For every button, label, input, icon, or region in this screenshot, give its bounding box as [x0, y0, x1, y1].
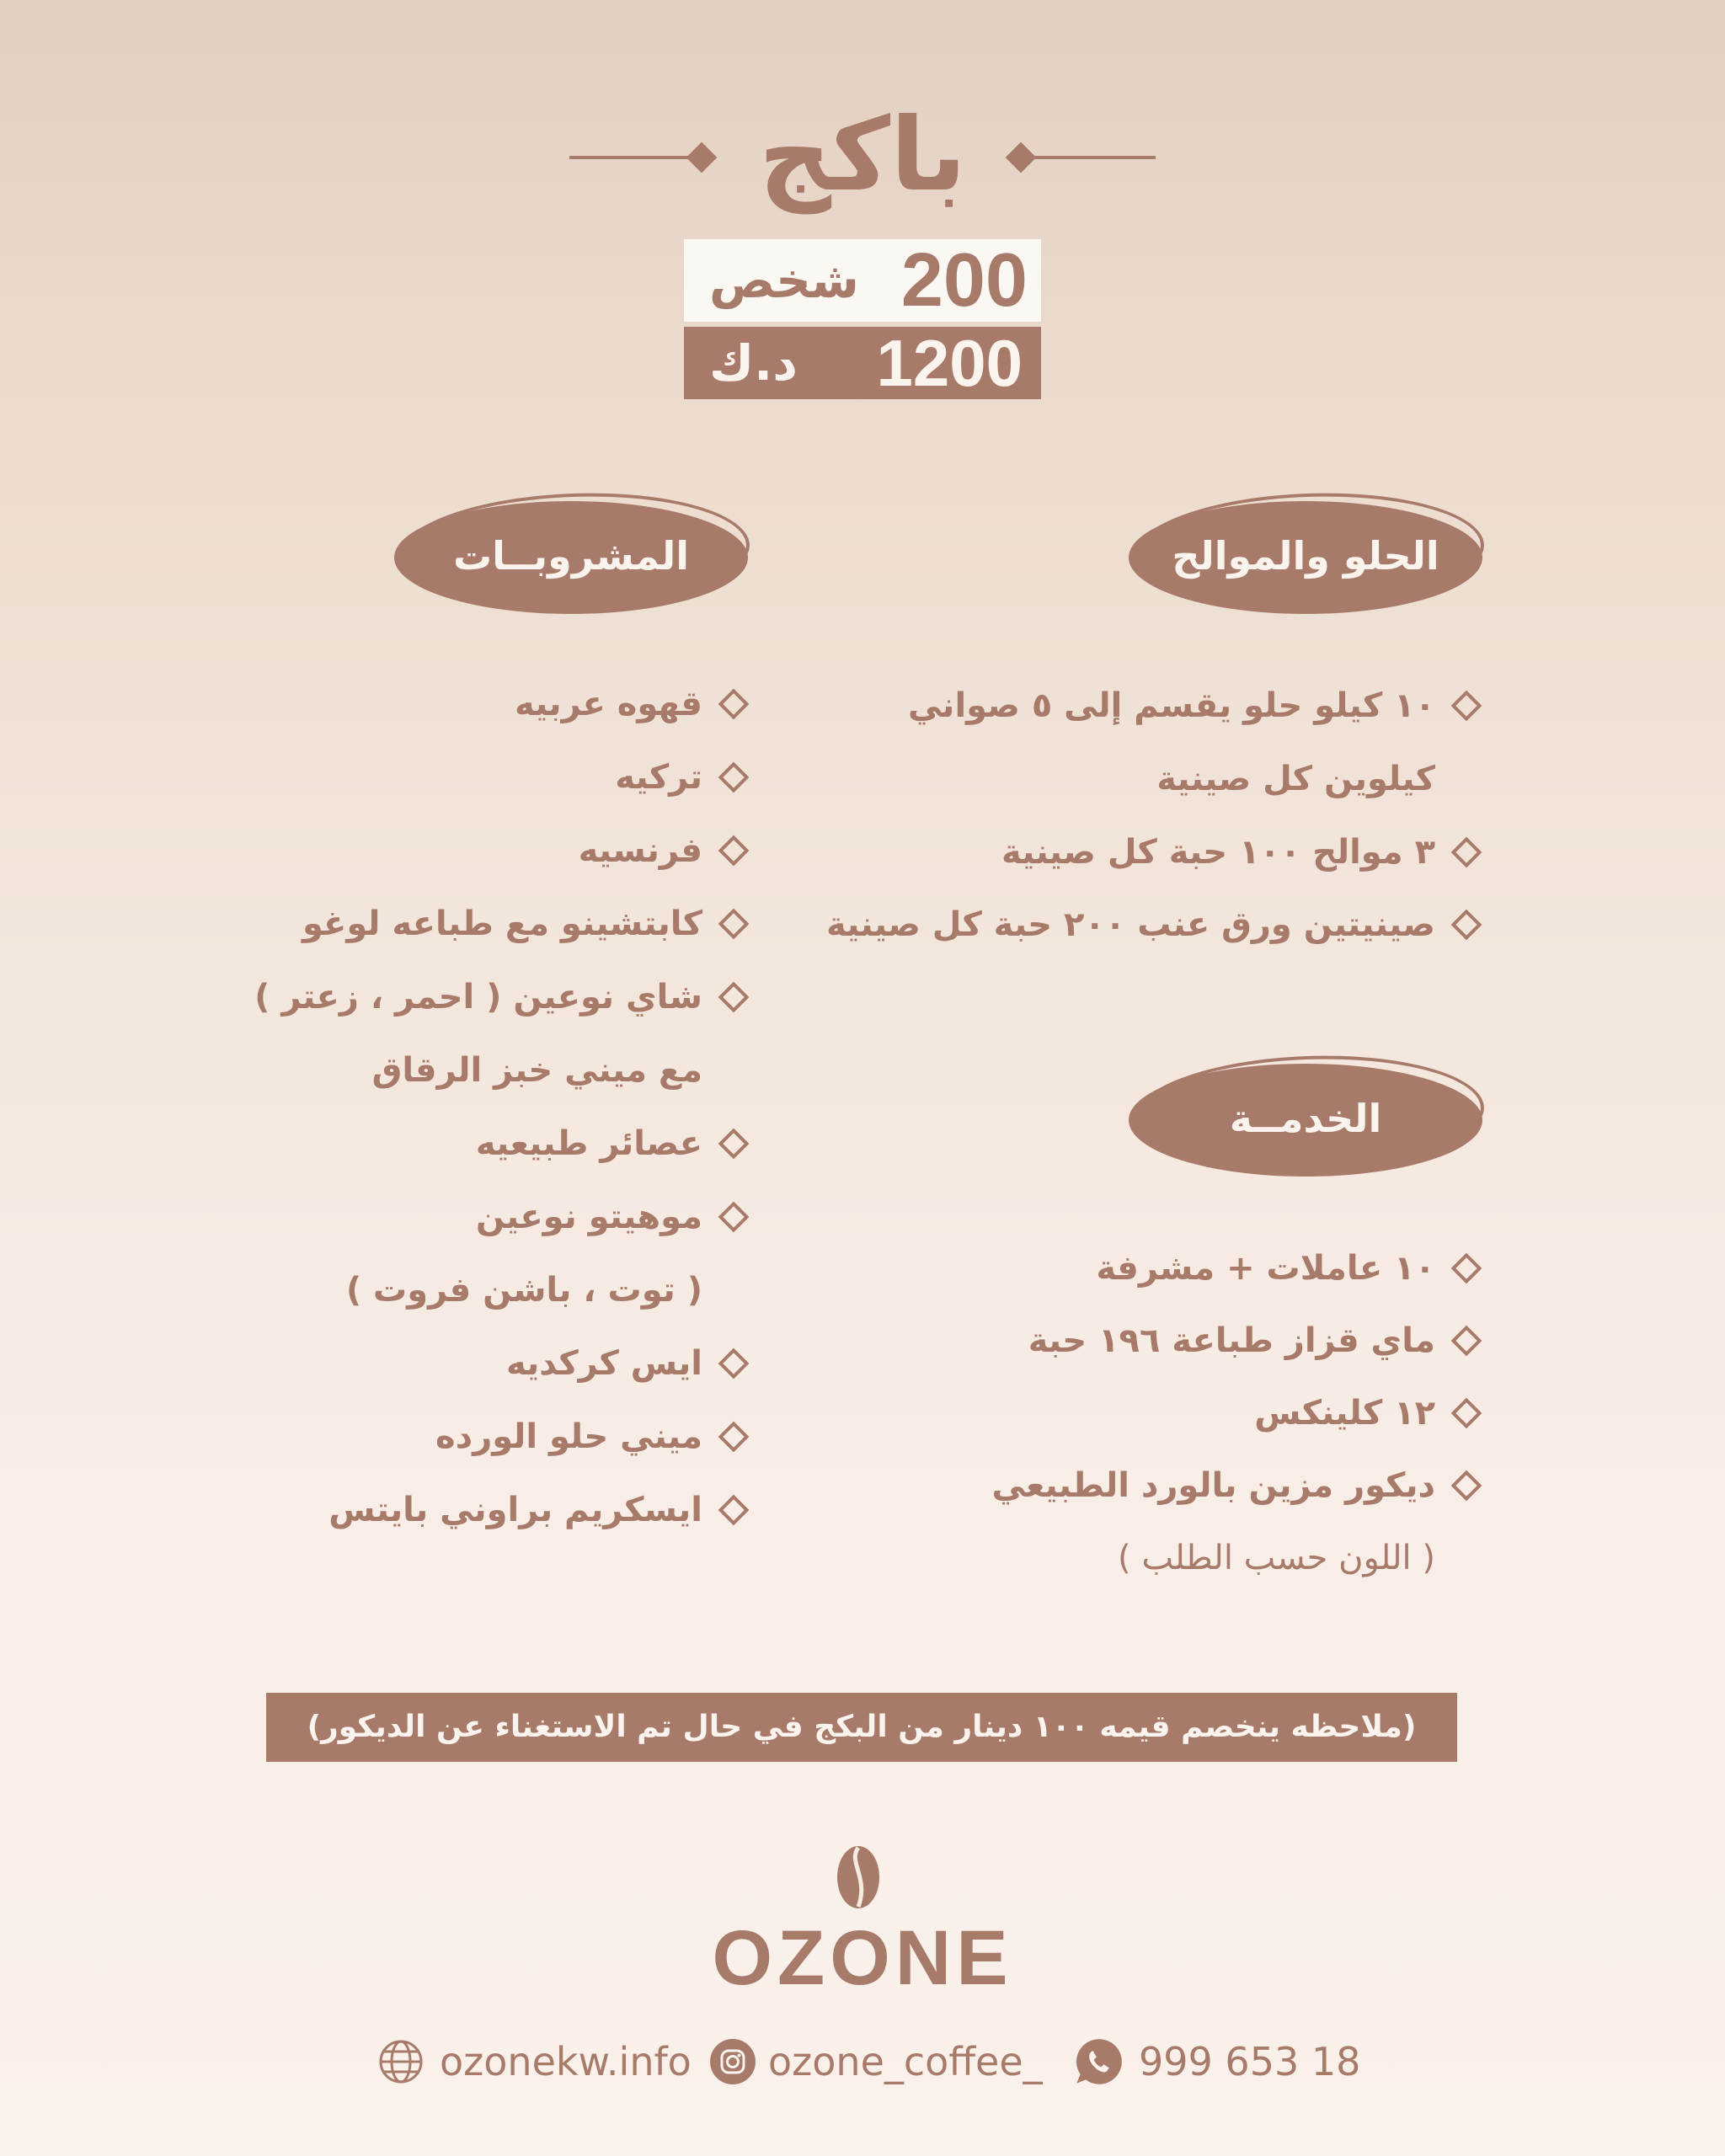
globe-icon — [377, 2038, 425, 2085]
list-item: فرنسيه — [253, 825, 751, 876]
list-item: شاي نوعين ( احمر ، زعتر ) — [253, 972, 751, 1022]
whatsapp-icon — [1073, 2036, 1124, 2087]
list-item: عصائر طبيعيه — [253, 1118, 751, 1169]
service-title: الخدمــة — [1229, 1096, 1382, 1141]
list-item: كابتشينو مع طباعه لوغو — [253, 899, 751, 949]
section-title-service — [1129, 1059, 1482, 1177]
list-item: ايس كركديه — [253, 1338, 751, 1389]
list-item: ١٠ كيلو حلو يقسم إلى ٥ صواني — [758, 680, 1484, 731]
drinks-title: المشروبــات — [452, 533, 690, 579]
diamond-bullet-icon — [1451, 1326, 1482, 1357]
diamond-bullet-icon — [718, 1202, 750, 1233]
list-item: ( توت ، باشن فروت ) — [345, 1271, 702, 1310]
diamond-bullet-icon — [1451, 837, 1482, 868]
coffee-bean-icon — [836, 1844, 881, 1910]
persons-box — [684, 239, 1041, 322]
diamond-bullet-icon — [1451, 1398, 1482, 1429]
list-item: ديكور مزين بالورد الطبيعي — [927, 1460, 1484, 1511]
diamond-bullet-icon — [718, 835, 750, 867]
list-item: ميني حلو الورده — [253, 1412, 751, 1462]
list-item: ٣ موالح ١٠٠ حبة كل صينية — [758, 827, 1484, 878]
section-title-sweets — [1129, 497, 1482, 615]
price-currency: د.ك — [709, 334, 798, 392]
list-item: ( اللون حسب الطلب ) — [1118, 1539, 1435, 1577]
sweets-title: الحلو والموالح — [1172, 533, 1439, 579]
instagram-icon — [709, 2038, 756, 2085]
instagram-text[interactable]: ozone_coffee_ — [768, 2039, 1043, 2084]
website-text[interactable]: ozonekw.info — [440, 2039, 692, 2084]
page-title: باكج — [758, 97, 967, 214]
brand-logo: OZONE — [712, 1915, 1013, 2001]
sweets-list — [758, 680, 1484, 944]
list-item: قهوه عربيه — [253, 679, 751, 729]
diamond-bullet-icon — [718, 1495, 750, 1526]
list-item: ١٢ كلينكس — [927, 1388, 1484, 1438]
persons-count: 200 — [900, 238, 1028, 323]
section-title-drinks — [394, 497, 748, 615]
diamond-bullet-icon — [718, 1129, 750, 1160]
list-item: صينيتين ورق عنب ٢٠٠ حبة كل صينية — [758, 899, 1484, 950]
list-item: ١٠ عاملات + مشرفة — [927, 1243, 1484, 1294]
list-item: ماي قزاز طباعة ١٩٦ حبة — [927, 1315, 1484, 1366]
diamond-bullet-icon — [718, 982, 750, 1013]
price-box — [684, 327, 1041, 399]
diamond-bullet-icon — [718, 689, 750, 720]
diamond-bullet-icon — [1451, 910, 1482, 941]
price-value: 1200 — [876, 326, 1023, 400]
list-item: موهيتو نوعين — [253, 1192, 751, 1242]
service-list — [927, 1243, 1484, 1580]
diamond-bullet-icon — [718, 909, 750, 940]
diamond-bullet-icon — [718, 762, 750, 793]
diamond-bullet-icon — [718, 1422, 750, 1453]
list-item: مع ميني خبز الرقاق — [371, 1051, 702, 1090]
drinks-list — [253, 679, 751, 1538]
diamond-bullet-icon — [1451, 1253, 1482, 1284]
diamond-bullet-icon — [1451, 691, 1482, 722]
whatsapp-number[interactable]: 999 653 18 — [1139, 2039, 1361, 2084]
list-item: تركيه — [253, 752, 751, 803]
list-item: ايسكريم براوني بايتس — [253, 1485, 751, 1535]
diamond-bullet-icon — [1451, 1470, 1482, 1502]
list-item: كيلوين كل صينية — [1156, 760, 1435, 798]
note-bar: (ملاحظه ينخصم قيمه ١٠٠ دينار من البكج في حال تم الاستغناء عن الديكور) — [266, 1693, 1457, 1762]
diamond-bullet-icon — [718, 1348, 750, 1380]
persons-label: شخص — [709, 252, 859, 309]
